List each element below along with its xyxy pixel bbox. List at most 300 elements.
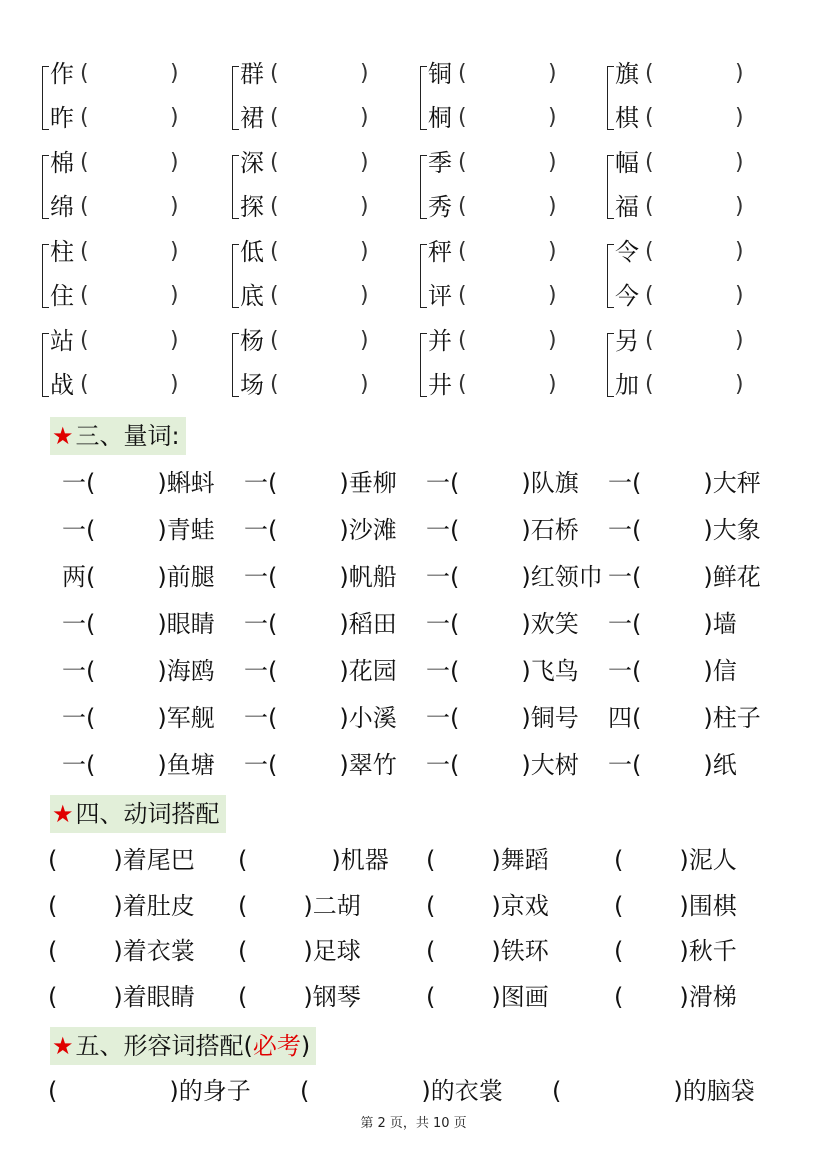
pair-character: 杨 — [240, 327, 264, 355]
blank-close-paren: ) — [157, 610, 167, 638]
blank-close-paren: ) — [113, 891, 123, 920]
object-word: 二胡 — [312, 891, 361, 920]
measure-word-item — [244, 648, 397, 695]
answer-close-paren: ) — [360, 239, 369, 264]
blank-close-paren: ) — [521, 657, 531, 685]
bracket-mark — [420, 333, 427, 397]
blank-open-paren: ( — [86, 657, 96, 685]
pair-row — [40, 56, 800, 145]
answer-close-paren: ) — [360, 283, 369, 308]
answer-close-paren: ) — [548, 150, 557, 175]
measure-word-item — [62, 507, 215, 554]
answer-close-paren: ) — [170, 61, 179, 86]
verb-item — [426, 975, 549, 1020]
quantity-number: 一 — [62, 657, 86, 685]
noun-word: 铜号 — [530, 704, 579, 732]
blank-close-paren: ) — [679, 982, 689, 1011]
quantity-number: 一 — [608, 563, 632, 591]
noun-word: 大树 — [530, 751, 579, 779]
blank-open-paren: ( — [48, 937, 58, 965]
quantity-number: 一 — [62, 469, 86, 497]
pair-character: 裙 — [240, 104, 264, 132]
noun-word: 前腿 — [166, 563, 215, 591]
answer-close-paren: ) — [170, 239, 179, 264]
quantity-number: 一 — [426, 563, 450, 591]
quantity-number: 一 — [426, 469, 450, 497]
pair-character: 秀 — [428, 193, 452, 221]
answer-open-paren: ( — [270, 105, 279, 130]
measure-word-item — [62, 601, 215, 648]
answer-close-paren: ) — [548, 372, 557, 397]
answer-open-paren: ( — [458, 372, 467, 397]
quantity-number: 一 — [62, 751, 86, 779]
answer-open-paren: ( — [458, 61, 467, 86]
quantity-number: 一 — [608, 469, 632, 497]
bracket-mark — [42, 155, 49, 219]
bracket-mark — [42, 66, 49, 130]
answer-close-paren: ) — [170, 105, 179, 130]
verb-item — [238, 929, 361, 974]
bracket-mark — [420, 155, 427, 219]
character-pair — [605, 234, 775, 323]
blank-close-paren: ) — [157, 469, 167, 497]
verb-collocation-list — [48, 838, 808, 1020]
measure-word-item — [62, 742, 215, 789]
pair-character: 站 — [50, 327, 74, 355]
answer-open-paren: ( — [80, 105, 89, 130]
pair-character: 绵 — [50, 193, 74, 221]
blank-close-paren: ) — [113, 982, 123, 1011]
answer-open-paren: ( — [270, 150, 279, 175]
answer-close-paren: ) — [548, 61, 557, 86]
object-word: 着眼睛 — [122, 982, 195, 1011]
measure-word-item — [244, 742, 397, 789]
blank-close-paren: ) — [421, 1077, 431, 1105]
blank-open-paren: ( — [86, 751, 96, 779]
character-pair — [418, 234, 588, 323]
object-word: 滑梯 — [688, 982, 737, 1011]
pair-character: 底 — [240, 282, 264, 310]
blank-open-paren: ( — [614, 937, 624, 965]
answer-open-paren: ( — [80, 61, 89, 86]
answer-close-paren: ) — [735, 283, 744, 308]
measure-word-item — [244, 507, 397, 554]
noun-word: 队旗 — [530, 469, 579, 497]
measure-word-item — [426, 460, 579, 507]
bracket-mark — [232, 333, 239, 397]
pair-character: 战 — [50, 371, 74, 399]
pair-character: 旗 — [615, 60, 639, 88]
bracket-mark — [607, 244, 614, 308]
blank-open-paren: ( — [632, 469, 642, 497]
answer-open-paren: ( — [458, 283, 467, 308]
answer-close-paren: ) — [360, 105, 369, 130]
answer-open-paren: ( — [458, 194, 467, 219]
quantity-number: 一 — [426, 610, 450, 638]
section-title-adjectives — [50, 1027, 316, 1065]
object-word: 舞蹈 — [500, 846, 549, 874]
blank-open-paren: ( — [426, 891, 436, 920]
verb-item — [48, 884, 195, 929]
noun-word: 海鸥 — [166, 657, 215, 685]
blank-open-paren: ( — [614, 891, 624, 920]
quantity-number: 一 — [426, 657, 450, 685]
verb-item — [614, 975, 737, 1020]
noun-word: 稻田 — [348, 610, 397, 638]
blank-close-paren: ) — [521, 563, 531, 591]
blank-close-paren: ) — [703, 563, 713, 591]
verb-item — [426, 929, 549, 974]
verb-item — [238, 838, 389, 883]
quantity-number: 一 — [426, 516, 450, 544]
answer-close-paren: ) — [548, 283, 557, 308]
measure-word-item — [244, 554, 397, 601]
answer-close-paren: ) — [735, 239, 744, 264]
blank-open-paren: ( — [632, 657, 642, 685]
verb-item — [48, 838, 195, 883]
quantity-number: 一 — [244, 610, 268, 638]
blank-open-paren: ( — [450, 469, 460, 497]
quantity-number: 一 — [244, 657, 268, 685]
answer-close-paren: ) — [360, 194, 369, 219]
blank-open-paren: ( — [450, 516, 460, 544]
section-title-measure-words — [50, 417, 186, 455]
blank-open-paren: ( — [614, 846, 624, 874]
blank-close-paren: ) — [703, 516, 713, 544]
pair-character: 加 — [615, 371, 639, 399]
character-pair — [418, 56, 588, 145]
must-test-close-paren: ) — [300, 1032, 311, 1060]
object-word: 铁环 — [500, 937, 549, 965]
answer-open-paren: ( — [80, 328, 89, 353]
object-word: 京戏 — [500, 891, 549, 920]
blank-close-paren: ) — [679, 846, 689, 874]
verb-row — [48, 975, 808, 1021]
verb-item — [426, 838, 549, 883]
quantity-number: 一 — [244, 704, 268, 732]
pair-character: 探 — [240, 193, 264, 221]
character-pair — [418, 145, 588, 234]
blank-close-paren: ) — [521, 704, 531, 732]
answer-close-paren: ) — [735, 194, 744, 219]
star-icon: ★ — [52, 422, 74, 450]
object-word: 着衣裳 — [122, 937, 195, 965]
noun-word: 军舰 — [166, 704, 215, 732]
blank-open-paren: ( — [268, 469, 278, 497]
quantity-number: 四 — [608, 704, 632, 732]
blank-close-paren: ) — [113, 937, 123, 965]
quantity-number: 两 — [62, 563, 86, 591]
blank-close-paren: ) — [703, 704, 713, 732]
pair-row — [40, 234, 800, 323]
pair-character: 棉 — [50, 149, 74, 177]
adjective-item — [48, 1068, 251, 1114]
noun-phrase: 的身子 — [178, 1077, 251, 1105]
measure-word-item — [426, 601, 579, 648]
measure-word-item — [608, 507, 761, 554]
blank-close-paren: ) — [113, 846, 123, 874]
answer-close-paren: ) — [548, 105, 557, 130]
blank-close-paren: ) — [169, 1077, 179, 1105]
verb-item — [48, 975, 195, 1020]
noun-word: 信 — [712, 657, 737, 685]
pair-character: 住 — [50, 282, 74, 310]
blank-open-paren: ( — [268, 610, 278, 638]
blank-open-paren: ( — [450, 704, 460, 732]
object-word: 泥人 — [688, 846, 737, 874]
answer-close-paren: ) — [170, 283, 179, 308]
pair-character: 桐 — [428, 104, 452, 132]
pair-character: 铜 — [428, 60, 452, 88]
blank-close-paren: ) — [303, 891, 313, 920]
answer-open-paren: ( — [458, 328, 467, 353]
blank-open-paren: ( — [450, 610, 460, 638]
verb-item — [614, 929, 737, 974]
character-pair — [40, 323, 210, 412]
character-pair — [40, 145, 210, 234]
bracket-mark — [607, 155, 614, 219]
answer-open-paren: ( — [645, 283, 654, 308]
answer-open-paren: ( — [645, 105, 654, 130]
answer-close-paren: ) — [548, 328, 557, 353]
answer-close-paren: ) — [360, 61, 369, 86]
bracket-mark — [42, 244, 49, 308]
verb-row — [48, 929, 808, 975]
blank-close-paren: ) — [157, 516, 167, 544]
noun-word: 帆船 — [348, 563, 397, 591]
pair-character: 并 — [428, 327, 452, 355]
pair-row — [40, 145, 800, 234]
page-footer: 第 2 页，共 10 页 — [360, 1116, 467, 1131]
blank-close-paren: ) — [331, 846, 341, 874]
blank-open-paren: ( — [268, 657, 278, 685]
noun-word: 鱼塘 — [166, 751, 215, 779]
blank-close-paren: ) — [157, 751, 167, 779]
measure-word-item — [244, 695, 397, 742]
bracket-mark — [607, 333, 614, 397]
bracket-mark — [42, 333, 49, 397]
blank-close-paren: ) — [521, 469, 531, 497]
answer-close-paren: ) — [735, 328, 744, 353]
character-pairs — [40, 56, 800, 412]
pair-character: 福 — [615, 193, 639, 221]
blank-open-paren: ( — [632, 751, 642, 779]
blank-open-paren: ( — [238, 982, 248, 1011]
blank-close-paren: ) — [339, 469, 349, 497]
blank-open-paren: ( — [86, 610, 96, 638]
verb-row — [48, 884, 808, 930]
noun-word: 眼睛 — [166, 610, 215, 638]
answer-open-paren: ( — [270, 239, 279, 264]
quantity-number: 一 — [608, 657, 632, 685]
blank-open-paren: ( — [426, 846, 436, 874]
quantity-number: 一 — [62, 704, 86, 732]
bracket-mark — [607, 66, 614, 130]
measure-word-item — [608, 648, 737, 695]
quantity-number: 一 — [608, 751, 632, 779]
character-pair — [230, 56, 400, 145]
blank-close-paren: ) — [339, 563, 349, 591]
blank-open-paren: ( — [552, 1077, 562, 1105]
quantity-number: 一 — [608, 610, 632, 638]
answer-open-paren: ( — [270, 372, 279, 397]
noun-word: 柱子 — [712, 704, 761, 732]
object-word: 足球 — [312, 937, 361, 965]
blank-open-paren: ( — [48, 1077, 58, 1105]
bracket-mark — [232, 244, 239, 308]
blank-open-paren: ( — [614, 982, 624, 1011]
bracket-mark — [232, 155, 239, 219]
measure-word-row — [62, 554, 802, 601]
blank-open-paren: ( — [450, 751, 460, 779]
character-pair — [230, 323, 400, 412]
answer-open-paren: ( — [80, 372, 89, 397]
blank-close-paren: ) — [673, 1077, 683, 1105]
character-pair — [605, 56, 775, 145]
measure-word-row — [62, 601, 802, 648]
answer-open-paren: ( — [458, 105, 467, 130]
pair-character: 作 — [50, 60, 74, 88]
measure-word-row — [62, 460, 802, 507]
measure-word-item — [608, 601, 737, 648]
object-word: 图画 — [500, 982, 549, 1011]
answer-close-paren: ) — [170, 372, 179, 397]
blank-open-paren: ( — [238, 937, 248, 965]
pair-character: 低 — [240, 238, 264, 266]
blank-open-paren: ( — [48, 982, 58, 1011]
answer-close-paren: ) — [360, 328, 369, 353]
pair-character: 评 — [428, 282, 452, 310]
measure-word-row — [62, 648, 802, 695]
answer-open-paren: ( — [270, 61, 279, 86]
blank-close-paren: ) — [703, 610, 713, 638]
answer-close-paren: ) — [548, 239, 557, 264]
blank-close-paren: ) — [679, 891, 689, 920]
measure-word-row — [62, 507, 802, 554]
pair-character: 场 — [240, 371, 264, 399]
answer-open-paren: ( — [80, 150, 89, 175]
section-title-text: 四、动词搭配 — [75, 800, 220, 828]
answer-open-paren: ( — [645, 372, 654, 397]
answer-close-paren: ) — [735, 372, 744, 397]
blank-open-paren: ( — [86, 469, 96, 497]
blank-close-paren: ) — [339, 751, 349, 779]
pair-row — [40, 323, 800, 412]
answer-open-paren: ( — [645, 194, 654, 219]
answer-close-paren: ) — [735, 150, 744, 175]
answer-open-paren: ( — [645, 328, 654, 353]
character-pair — [230, 234, 400, 323]
blank-close-paren: ) — [339, 704, 349, 732]
bracket-mark — [420, 244, 427, 308]
blank-close-paren: ) — [339, 657, 349, 685]
character-pair — [40, 234, 210, 323]
noun-word: 大象 — [712, 516, 761, 544]
object-word: 围棋 — [688, 891, 737, 920]
quantity-number: 一 — [426, 751, 450, 779]
measure-word-item — [426, 554, 603, 601]
blank-close-paren: ) — [521, 610, 531, 638]
blank-close-paren: ) — [703, 751, 713, 779]
section-title-verbs — [50, 795, 226, 833]
noun-word: 垂柳 — [348, 469, 397, 497]
quantity-number: 一 — [426, 704, 450, 732]
noun-word: 青蛙 — [166, 516, 215, 544]
measure-word-item — [62, 648, 215, 695]
measure-word-item — [62, 695, 215, 742]
pair-character: 柱 — [50, 238, 74, 266]
blank-open-paren: ( — [450, 657, 460, 685]
character-pair — [605, 145, 775, 234]
answer-open-paren: ( — [80, 239, 89, 264]
blank-close-paren: ) — [491, 937, 501, 965]
measure-word-row — [62, 695, 802, 742]
blank-open-paren: ( — [86, 516, 96, 544]
must-test-open-paren: ( — [243, 1032, 253, 1060]
blank-open-paren: ( — [48, 891, 58, 920]
noun-phrase: 的脑袋 — [682, 1077, 755, 1105]
character-pair — [40, 56, 210, 145]
object-word: 秋千 — [688, 937, 737, 965]
measure-word-item — [426, 507, 579, 554]
blank-open-paren: ( — [86, 563, 96, 591]
blank-close-paren: ) — [491, 891, 501, 920]
measure-word-item — [244, 460, 397, 507]
blank-open-paren: ( — [426, 982, 436, 1011]
star-icon: ★ — [52, 800, 74, 828]
pair-character: 深 — [240, 149, 264, 177]
noun-word: 欢笑 — [530, 610, 579, 638]
answer-open-paren: ( — [645, 61, 654, 86]
measure-word-item — [62, 460, 215, 507]
answer-open-paren: ( — [645, 239, 654, 264]
noun-phrase: 的衣裳 — [430, 1077, 503, 1105]
blank-close-paren: ) — [703, 657, 713, 685]
answer-open-paren: ( — [270, 283, 279, 308]
pair-character: 群 — [240, 60, 264, 88]
answer-close-paren: ) — [735, 61, 744, 86]
answer-open-paren: ( — [80, 194, 89, 219]
verb-item — [48, 929, 195, 974]
blank-close-paren: ) — [303, 982, 313, 1011]
verb-item — [614, 884, 737, 929]
blank-open-paren: ( — [426, 937, 436, 965]
noun-word: 红领巾 — [530, 563, 603, 591]
adjective-item — [300, 1068, 503, 1114]
noun-word: 大秤 — [712, 469, 761, 497]
quantity-number: 一 — [62, 610, 86, 638]
measure-word-item — [608, 695, 761, 742]
noun-word: 蝌蚪 — [166, 469, 215, 497]
quantity-number: 一 — [608, 516, 632, 544]
object-word: 着肚皮 — [122, 891, 195, 920]
answer-open-paren: ( — [80, 283, 89, 308]
measure-word-item — [608, 742, 737, 789]
noun-word: 纸 — [712, 751, 737, 779]
blank-open-paren: ( — [268, 751, 278, 779]
quantity-number: 一 — [244, 469, 268, 497]
blank-close-paren: ) — [157, 657, 167, 685]
section-title-text: 三、量词: — [75, 422, 180, 450]
measure-word-item — [426, 695, 579, 742]
answer-open-paren: ( — [458, 239, 467, 264]
pair-character: 今 — [615, 282, 639, 310]
answer-close-paren: ) — [360, 372, 369, 397]
blank-close-paren: ) — [491, 982, 501, 1011]
noun-word: 鲜花 — [712, 563, 761, 591]
verb-item — [238, 975, 361, 1020]
character-pair — [230, 145, 400, 234]
